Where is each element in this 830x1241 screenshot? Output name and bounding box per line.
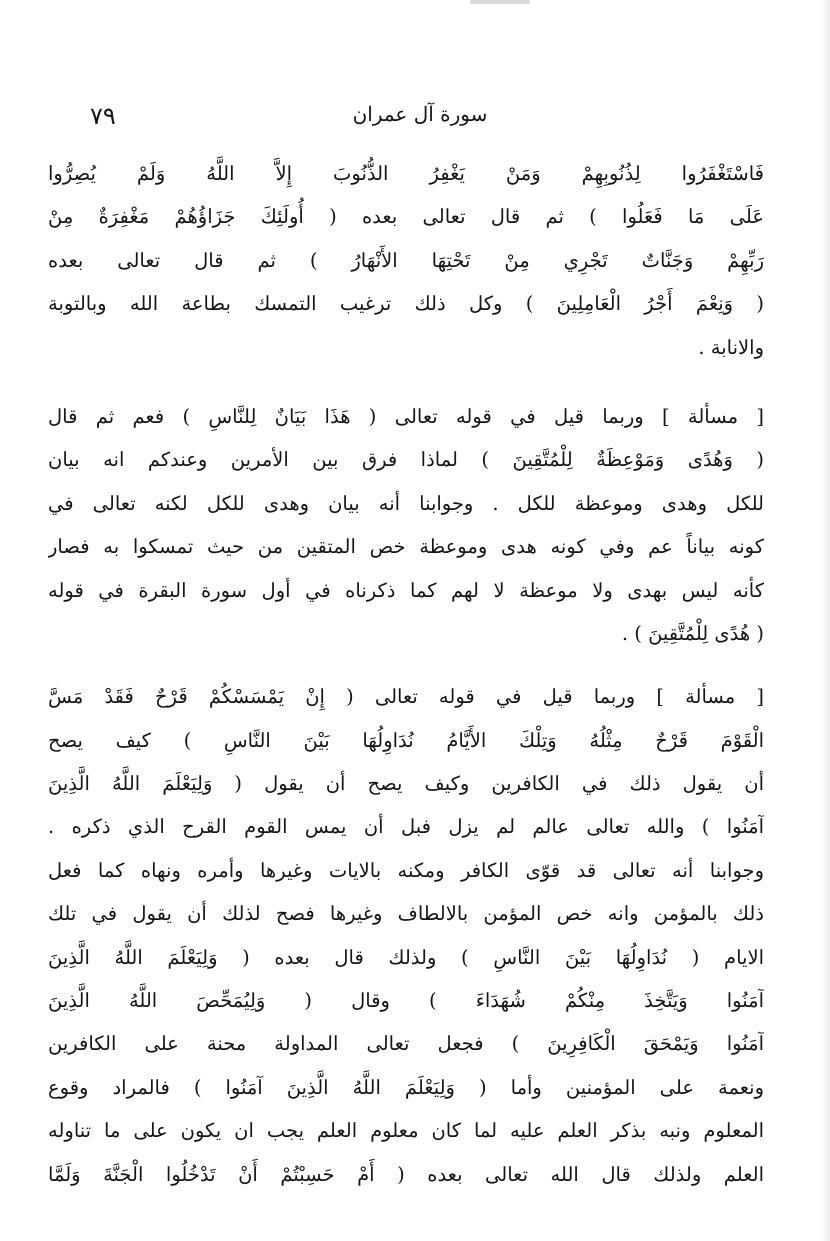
text-line: كونه بياناً عم وفي كونه هدى وموعظة خص المتقين من حيث تمسكوا به فصار: [48, 535, 764, 559]
text-line: ونعمة على المؤمنين وأما ( وَلِيَعْلَمَ اللَّهُ الَّذِينَ آمَنُوا ) فالمراد وقوع: [48, 1075, 764, 1099]
text-line: ذلك بالمؤمن وانه خص المؤمن بالالطاف وغيرها فصح لذلك أن يقول في تلك: [48, 902, 764, 926]
text-line: آمَنُوا وَيَمْحَقَ الْكَافِرِينَ ) فجعل تعالى المداولة محنة على الكافرين: [48, 1032, 764, 1056]
text-line: ( هُدًى لِلْمُتَّقِينَ ) .: [621, 621, 764, 645]
text-line: وجوابنا أنه تعالى قد قوّى الكافر ومكنه بالايات وغيرها وأمره ونهاه كما فعل: [48, 858, 764, 882]
text-line: [ مسألة ] وربما قيل في قوله تعالى ( إِنْ يَمْسَسْكُمْ قَرْحٌ فَقَدْ مَسَّ: [48, 685, 764, 709]
page-edge-shadow: [820, 0, 830, 1241]
running-title: سورة آل عمران: [352, 102, 488, 126]
page-body: [48, 152, 764, 1196]
paragraph-gap: [48, 369, 764, 395]
text-line: عَلَى مَا فَعَلُوا ) ثم قال تعالى بعده ( أُولَئِكَ جَزَاؤُهُمْ مَغْفِرَةٌ مِنْ: [48, 205, 764, 229]
text-line: العلم ولذلك قال الله تعالى بعده ( أَمْ حَسِبْتُمْ أَنْ تَدْخُلُوا الْجَنَّةَ وَلَمَّا: [48, 1162, 764, 1186]
text-line: كأنه ليس بهدى ولا موعظة لا لهم كما ذكرناه في أول سورة البقرة في قوله: [48, 578, 764, 602]
text-line: ( وَهُدًى وَمَوْعِظَةٌ لِلْمُتَّقِينَ ) لماذا فرق بين الأمرين وعندكم انه بيان: [48, 448, 764, 472]
text-line: أن يقول ذلك في الكافرين وكيف يصح أن يقول ( وَلِيَعْلَمَ اللَّهُ الَّذِينَ: [48, 772, 764, 796]
text-line: ( وَنِعْمَ أَجْرُ الْعَامِلِينَ ) وكل ذلك ترغيب التمسك بطاعة الله وبالتوبة: [48, 292, 764, 316]
paragraph-question-2: [48, 675, 764, 1196]
text-line: والانابة .: [698, 335, 764, 359]
text-line: [ مسألة ] وربما قيل في قوله تعالى ( هَذَا بَيَانٌ لِلنَّاسِ ) فعم ثم قال: [48, 404, 764, 428]
scan-smudge: [470, 0, 530, 4]
text-line: الايام ( نُدَاوِلُهَا بَيْنَ النَّاسِ ) ولذلك قال بعده ( وَلِيَعْلَمَ اللَّهُ الَّذِينَ: [48, 945, 764, 969]
text-line: آمَنُوا وَيَتَّخِذَ مِنْكُمْ شُهَدَاءَ ) وقال ( وَلِيُمَحِّصَ اللَّهُ الَّذِينَ: [48, 989, 764, 1013]
text-line: فَاسْتَغْفَرُوا لِذُنُوبِهِمْ وَمَنْ يَغْفِرُ الذُّنُوبَ إِلاَّ اللَّهُ وَلَمْ يُصِرُّوا: [48, 162, 764, 185]
text-line: المعلوم ونبه بذكر العلم عليه لما كان معلوم العلم يجب ان يكون على ما تناوله: [48, 1119, 764, 1143]
page-header: [80, 100, 755, 140]
text-line: الْقَوْمَ قَرْحٌ مِثْلُهُ وَتِلْكَ الأَيَّامُ نُدَاوِلُهَا بَيْنَ النَّاسِ ) كيف يصح: [48, 728, 764, 752]
paragraph-intro: [48, 152, 764, 369]
text-line: رَبِّهِمْ وَجَنَّاتٌ تَجْرِي مِنْ تَحْتِهَا الأَنْهَارُ ) ثم قال تعالى بعده: [48, 248, 764, 272]
paragraph-question-1: [48, 395, 764, 655]
paragraph-gap: [48, 655, 764, 675]
text-line: للكل وهدى وموعظة للكل . وجوابنا أنه بيان وهدى للكل لكنه تعالى في: [48, 491, 764, 515]
text-line: آمَنُوا ) والله تعالى عالم لم يزل فبل أن يمس القوم القرح الذي ذكره .: [48, 815, 764, 839]
page-number: ٧٩: [90, 102, 116, 130]
